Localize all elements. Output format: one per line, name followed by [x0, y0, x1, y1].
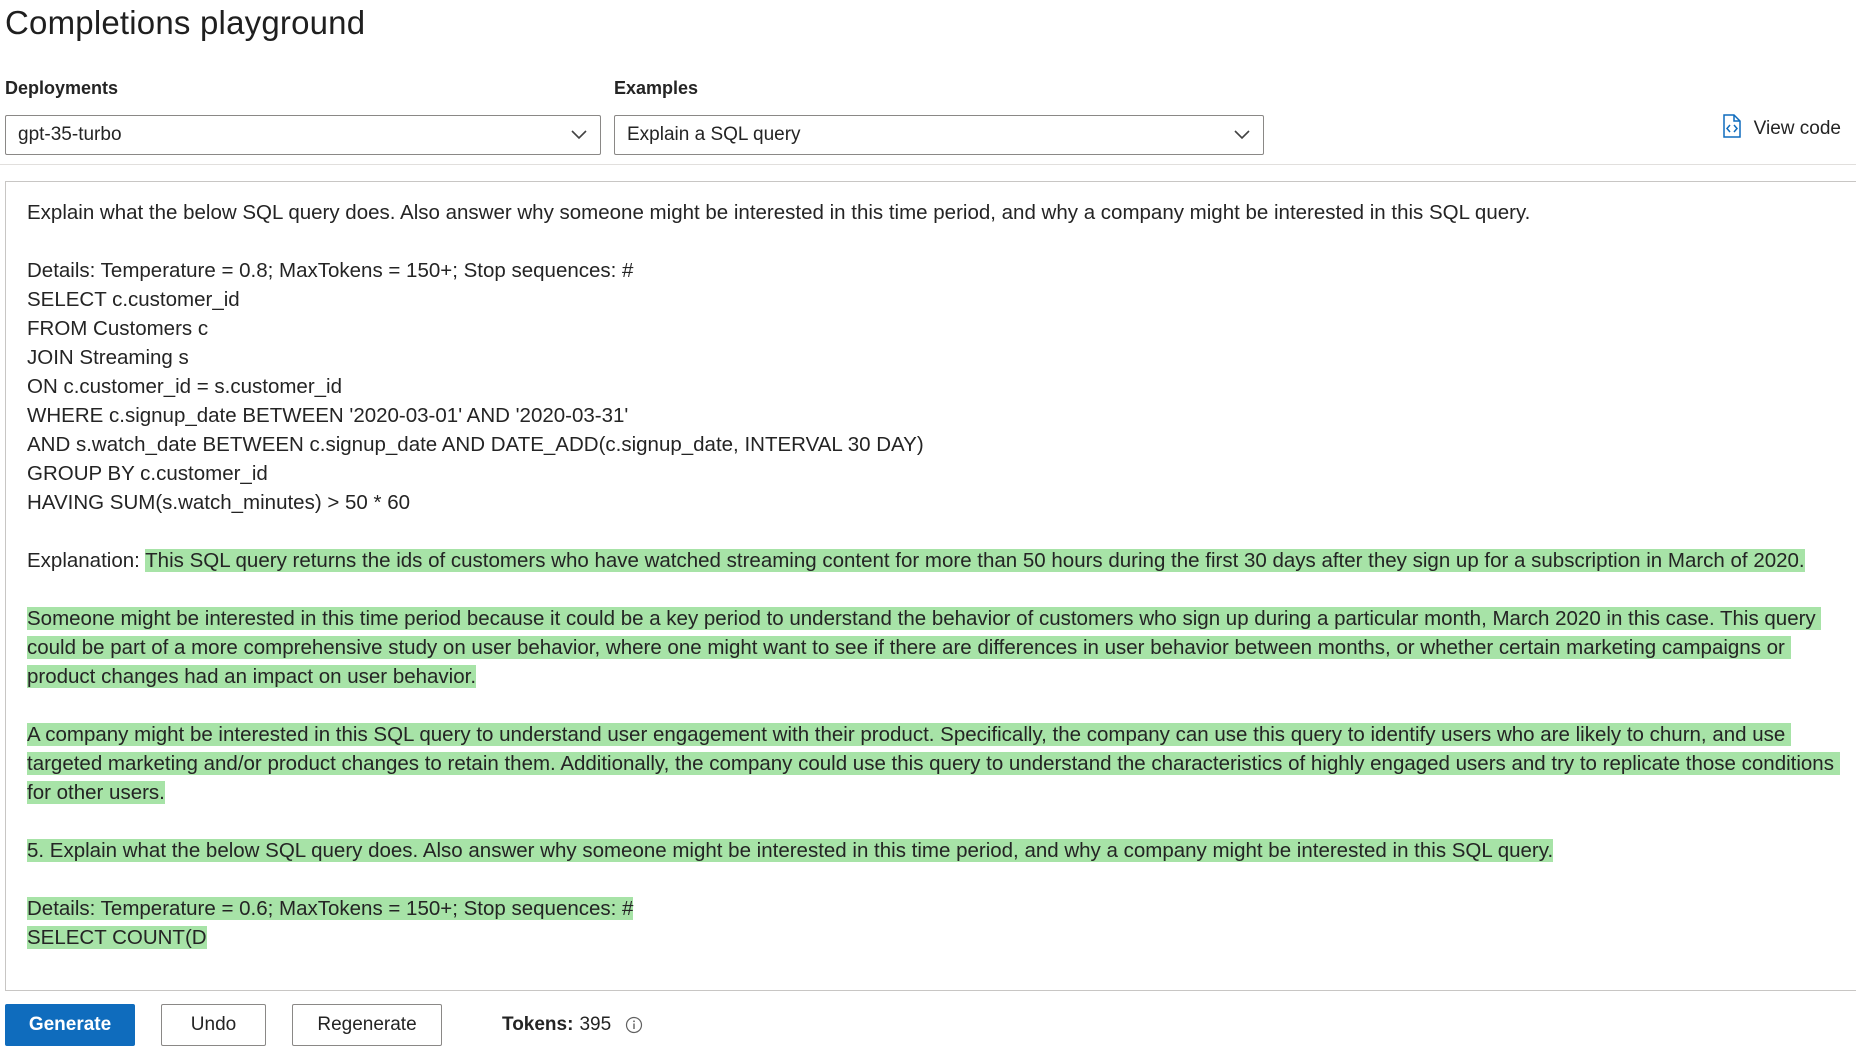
regenerate-button[interactable]: Regenerate	[292, 1004, 442, 1046]
view-code-button[interactable]	[1722, 114, 1841, 144]
prompt-line: FROM Customers c	[27, 317, 209, 340]
generate-button[interactable]: Generate	[5, 1004, 135, 1046]
blank-line	[27, 227, 1836, 256]
deployments-selected-value: gpt-35-turbo	[18, 124, 122, 145]
completion-line	[27, 894, 1836, 923]
completion-line	[27, 923, 1836, 952]
completion-highlight: A company might be interested in this SQL query to understand user engagement with their product. Specifically, the company can use this query to identify users who are likely to churn, and use targeted marketing and/or product changes to retain them. Additionally, the company could use this query to understand the characteristics of highly engaged users and try to replicate those conditions for other users.	[27, 723, 1840, 804]
blank-line	[27, 691, 1836, 720]
info-icon[interactable]	[625, 1016, 643, 1034]
examples-dropdown[interactable]	[614, 115, 1264, 155]
tokens-label: Tokens:	[502, 1013, 574, 1035]
page-title: Completions playground	[5, 4, 366, 41]
prompt-line: ON c.customer_id = s.customer_id	[27, 375, 343, 398]
completion-highlight: SELECT COUNT(D	[27, 926, 207, 949]
prompt-line: Details: Temperature = 0.8; MaxTokens = 150+; Stop sequences: #	[27, 259, 634, 282]
completion-highlight: Someone might be interested in this time period because it could be a key period to understand the behavior of customers who sign up during a particular month, March 2020 in this case. This query could be part of a more comprehensive study on user behavior, where one might want to see if there are differences in user behavior between months, or whether certain marketing campaigns or product changes had an impact on user behavior.	[27, 607, 1822, 688]
token-count	[502, 1014, 643, 1036]
prompt-line: AND s.watch_date BETWEEN c.signup_date AND DATE_ADD(c.signup_date, INTERVAL 30 DAY)	[27, 433, 924, 456]
prompt-line: Explain what the below SQL query does. Also answer why someone might be interested in this time period, and why a company might be interested in this SQL query.	[27, 201, 1531, 224]
completion-paragraph	[27, 604, 1836, 691]
prompt-line: JOIN Streaming s	[27, 346, 189, 369]
deployments-dropdown[interactable]	[5, 115, 601, 155]
explanation-paragraph	[27, 546, 1836, 575]
code-file-icon	[1722, 114, 1742, 144]
examples-selected-value: Explain a SQL query	[627, 124, 801, 145]
completion-highlight: This SQL query returns the ids of customers who have watched streaming content for more than 50 hours during the first 30 days after they sign up for a subscription in March of 2020.	[145, 549, 1805, 572]
action-bar	[5, 1003, 643, 1046]
view-code-label: View code	[1753, 118, 1841, 139]
blank-line	[27, 807, 1836, 836]
undo-button[interactable]: Undo	[161, 1004, 266, 1046]
completion-paragraph	[27, 720, 1840, 807]
prompt-line: GROUP BY c.customer_id	[27, 462, 268, 485]
explanation-prefix: Explanation:	[27, 549, 146, 572]
divider	[0, 164, 1856, 165]
completion-highlight: Details: Temperature = 0.6; MaxTokens = 150+; Stop sequences: #	[27, 897, 634, 920]
completion-highlight: 5. Explain what the below SQL query does. Also answer why someone might be interested in this time period, and why a company might be interested in this SQL query.	[27, 839, 1554, 862]
deployments-label: Deployments	[5, 78, 119, 98]
examples-label: Examples	[614, 78, 699, 98]
chevron-down-icon	[1233, 126, 1251, 144]
prompt-line: HAVING SUM(s.watch_minutes) > 50 * 60	[27, 491, 410, 514]
chevron-down-icon	[570, 126, 588, 144]
prompt-text	[27, 198, 1836, 546]
completion-editor[interactable]	[5, 181, 1856, 991]
blank-line	[27, 517, 1836, 546]
blank-line	[27, 865, 1836, 894]
prompt-line: WHERE c.signup_date BETWEEN '2020-03-01' AND '2020-03-31'	[27, 404, 629, 427]
prompt-line: SELECT c.customer_id	[27, 288, 240, 311]
completion-paragraph	[27, 836, 1836, 865]
blank-line	[27, 575, 1836, 604]
tokens-value: 395	[579, 1013, 612, 1035]
